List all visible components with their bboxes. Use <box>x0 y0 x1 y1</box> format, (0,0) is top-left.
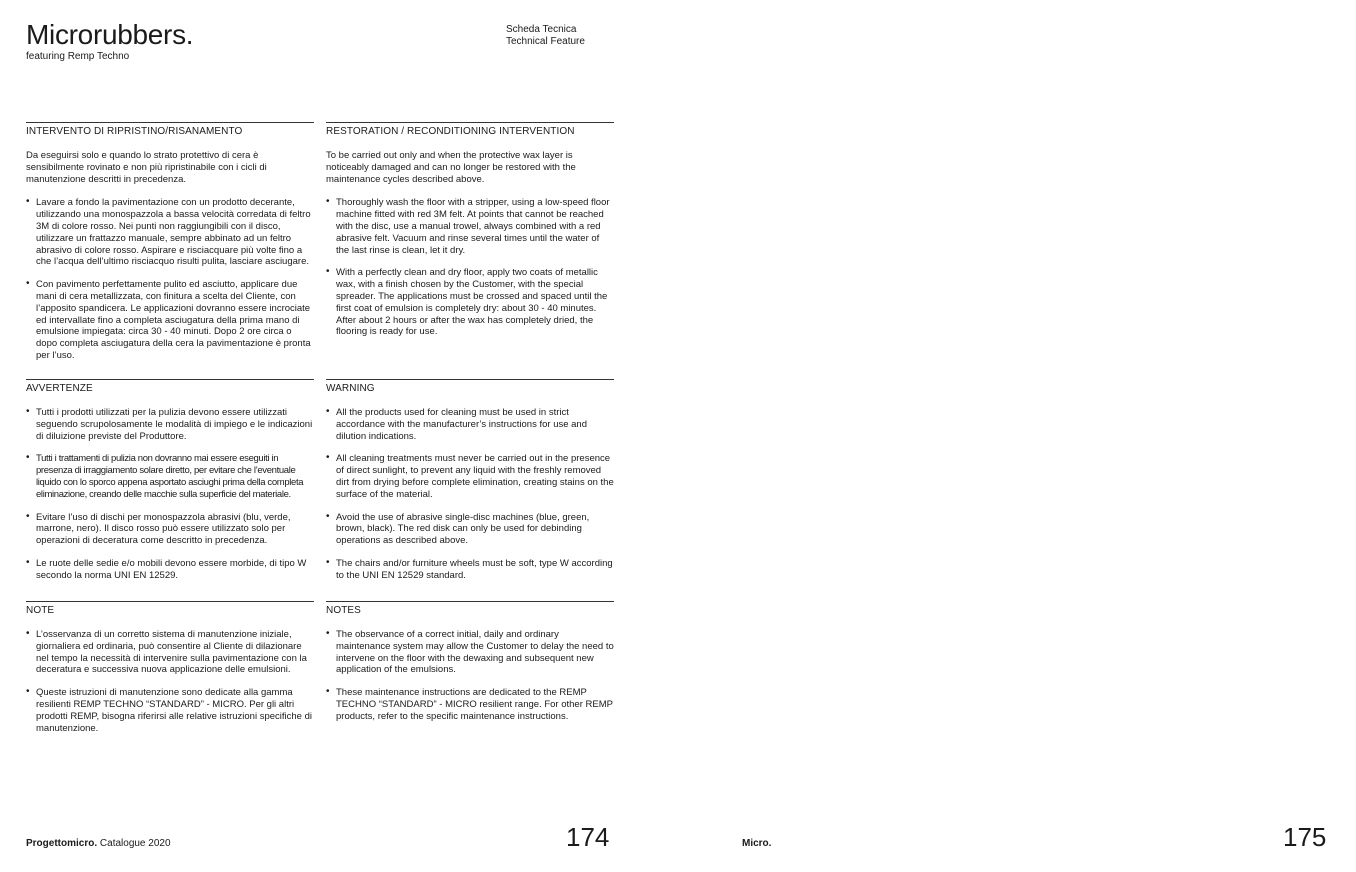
list-item: • With a perfectly clean and dry floor, apply two coats of metallic wax, with a finish chosen by the Customer, with the special spreader. The applications must be crossed and spaced until the first coat of emulsion is completely dry: about 30 - 40 minutes. After about 2 hours or after the wax has completely dried, the flooring is ready for use. <box>326 266 608 338</box>
list-item: • Thoroughly wash the floor with a stripper, using a low-speed floor machine fitted with red 3M felt. At points that cannot be reached with the disc, use a manual trowel, always combined with a red abrasive felt. Vacuum and rinse several times until the water of the last rinse is clean, let it dry. <box>326 196 610 256</box>
list-item: • Lavare a fondo la pavimentazione con un prodotto decerante, utilizzando una monospazzola a bassa velocità corredata di feltro 3M di colore rosso. Nei punti non raggiungibili con il disco, utilizzare un frattazzo manuale, sempre abbinato ad un feltro abrasivo di colore rosso. Aspirare e risciacquare più volte fino a che l’acqua dell’ultimo risciacquo risulti pulita, lasciare asciugare. <box>26 196 311 268</box>
section-intro: Da eseguirsi solo e quando lo strato protettivo di cera è sensibilmente rovinato e non più ripristinabile con i cicli di manutenzione descritti in precedenza. <box>26 150 267 185</box>
section-title: RESTORATION / RECONDITIONING INTERVENTION <box>326 126 575 137</box>
footer-catalogue <box>26 838 171 850</box>
footer-micro-label: Micro. <box>742 838 772 849</box>
section-restoration-it <box>26 122 314 362</box>
section-title: NOTE <box>26 605 55 616</box>
bullet-icon: • <box>26 406 30 417</box>
bullet-list <box>326 407 614 582</box>
list-item: • All the products used for cleaning must be used in strict accordance with the manufacturer’s instructions for use and dilution indications. <box>326 406 588 442</box>
footer-catalogue-label: Catalogue 2020 <box>99 838 171 849</box>
section-title: WARNING <box>326 383 375 394</box>
bullet-list <box>26 629 314 734</box>
bullet-icon: • <box>326 628 330 639</box>
section-warning-en <box>326 379 614 582</box>
bullet-icon: • <box>26 556 30 568</box>
section-title: INTERVENTO DI RIPRISTINO/RISANAMENTO <box>26 126 243 137</box>
page-number-left: 174 <box>566 822 610 852</box>
bullet-icon: • <box>26 628 30 639</box>
sheet-label-it: Scheda Tecnica <box>506 24 577 35</box>
sheet-label-en: Technical Feature <box>506 36 585 47</box>
bullet-list <box>326 629 614 723</box>
list-item: • Evitare l’uso di dischi per monospazzola abrasivi (blu, verde, marrone, nero). Il disco rosso può essere utilizzato solo per operazioni di deceratura come descritto in precedenza. <box>26 510 291 547</box>
page-subtitle: featuring Remp Techno <box>26 51 130 62</box>
bullet-icon: • <box>326 452 330 464</box>
bullet-icon: • <box>326 406 330 417</box>
list-item: • Avoid the use of abrasive single-disc machines (blue, green, brown, black). The red disk can only be used for debinding operations as described above. <box>326 510 590 547</box>
page-number-right: 175 <box>1283 822 1327 852</box>
sheet-label <box>506 24 585 48</box>
list-item: • All cleaning treatments must never be carried out in the presence of direct sunlight, to prevent any liquid with the freshly removed dirt from drying before complete elimination, creating stains on the surface of the material. <box>326 452 614 500</box>
bullet-icon: • <box>26 510 30 522</box>
bullet-icon: • <box>326 196 330 208</box>
section-notes-en <box>326 601 614 723</box>
bullet-icon: • <box>26 686 30 698</box>
bullet-icon: • <box>26 452 30 464</box>
list-item: • L’osservanza di un corretto sistema di manutenzione iniziale, giornaliera ed ordinaria, può consentire al Cliente di dilazionare nel tempo la necessità di intervenire sulla pavimentazione con la deceratura e successiva nuova applicazione delle emulsioni. <box>26 628 307 676</box>
bullet-list <box>26 197 314 361</box>
list-item: • Tutti i prodotti utilizzati per la pulizia devono essere utilizzati seguendo scrupolosamente le modalità di impiego e le indicazioni di diluizione previste del Produttore. <box>26 406 313 442</box>
bullet-icon: • <box>26 278 30 290</box>
bullet-icon: • <box>326 266 330 278</box>
section-title: NOTES <box>326 605 361 616</box>
list-item: • Tutti i trattamenti di pulizia non dovranno mai essere eseguiti in presenza di irraggiamento solare diretto, per evitare che l’eventuale liquido con lo sporco appena asportato asciughi prima della completa eliminazione, creando delle macchie sulla superficie del materiale. <box>26 452 304 500</box>
section-restoration-en <box>326 122 614 338</box>
list-item: • These maintenance instructions are dedicated to the REMP TECHNO “STANDARD” - MICRO resilient range. For other REMP products, refer to the specific maintenance instructions. <box>326 686 613 722</box>
list-item: • Con pavimento perfettamente pulito ed asciutto, applicare due mani di cera metallizzata, con finitura a scelta del Cliente, con l’apposito spandicera. Le applicazioni dovranno essere incrociate ed intervallate fino a completa asciugatura della prima mano di emulsione impiegata: circa 30 - 40 minuti. Dopo 2 ore circa o dopo completa asciugatura della cera la pavimentazione è pronta per l’uso. <box>26 278 311 361</box>
bullet-icon: • <box>26 196 30 208</box>
list-item: • Le ruote delle sedie e/o mobili devono essere morbide, di tipo W secondo la norma UNI EN 12529. <box>26 556 307 581</box>
section-title: AVVERTENZE <box>26 383 93 394</box>
section-warning-it <box>26 379 314 582</box>
bullet-icon: • <box>326 686 330 698</box>
list-item: • The chairs and/or furniture wheels must be soft, type W according to the UNI EN 12529 standard. <box>326 556 613 581</box>
bullet-list <box>26 407 314 582</box>
bullet-list <box>326 197 614 338</box>
section-intro: To be carried out only and when the protective wax layer is noticeably damaged and can no longer be restored with the maintenance cycles described above. <box>326 150 576 185</box>
bullet-icon: • <box>326 556 330 568</box>
page-title: Microrubbers. <box>26 19 194 50</box>
footer-brand: Progettomicro. <box>26 838 98 849</box>
list-item: • Queste istruzioni di manutenzione sono dedicate alla gamma resilienti REMP TECHNO “STANDARD” - MICRO. Per gli altri prodotti REMP, bisogna riferirsi alle relative istruzioni specifiche di manutenzione. <box>26 686 312 734</box>
bullet-icon: • <box>326 510 330 522</box>
list-item: • The observance of a correct initial, daily and ordinary maintenance system may allow the Customer to delay the need to intervene on the floor with the dewaxing and subsequent new application of the emulsions. <box>326 628 614 676</box>
section-notes-it <box>26 601 314 734</box>
